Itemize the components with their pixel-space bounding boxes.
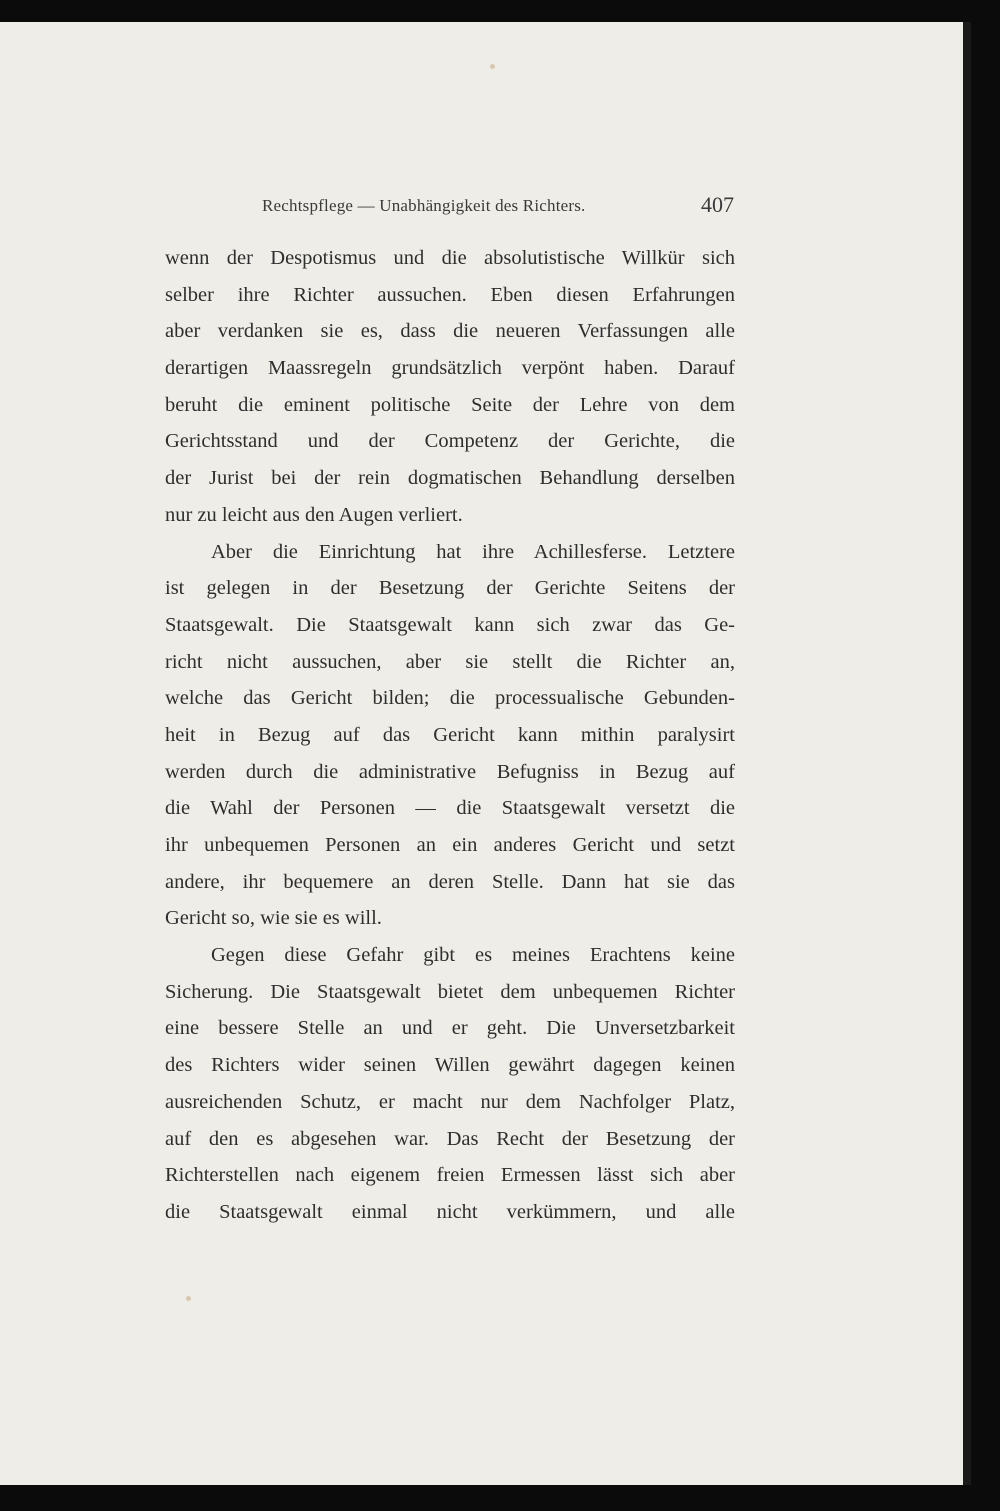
text-line: heit in Bezug auf das Gericht kann mithin paralysirt [165, 723, 735, 746]
text-line: derartigen Maassregeln grundsätzlich verpönt haben. Darauf [165, 357, 735, 380]
text-line: nur zu leicht aus den Augen verliert. [165, 503, 463, 526]
text-line: ihr unbequemen Personen an ein anderes Gericht und setzt [165, 834, 735, 856]
page-header [262, 192, 734, 222]
text-line: auf den es abgesehen war. Das Recht der Besetzung der [165, 1127, 735, 1150]
text-line: andere, ihr bequemere an deren Stelle. Dann hat sie das [165, 870, 735, 893]
text-line: ausreichenden Schutz, er macht nur dem Nachfolger Platz, [165, 1090, 735, 1113]
text-line: aber verdanken sie es, dass die neueren Verfassungen alle [165, 320, 735, 343]
text-line: Richterstellen nach eigenem freien Ermessen lässt sich aber [165, 1164, 735, 1187]
text-line: Gericht so, wie sie es will. [165, 907, 382, 930]
text-line: werden durch die administrative Befugniss in Bezug auf [165, 760, 735, 783]
text-line: Staatsgewalt. Die Staatsgewalt kann sich zwar das Ge- [165, 613, 735, 636]
page-edge-shadow [963, 22, 971, 1485]
text-line: des Richters wider seinen Willen gewährt dagegen keinen [165, 1054, 735, 1077]
text-line: selber ihre Richter aussuchen. Eben diesen Erfahrungen [165, 283, 735, 306]
paper-speck [186, 1296, 191, 1301]
text-line: richt nicht aussuchen, aber sie stellt die Richter an, [165, 650, 735, 673]
text-line: Gegen diese Gefahr gibt es meines Erachtens keine [211, 944, 735, 967]
page-number: 407 [701, 192, 734, 217]
text-line: die Staatsgewalt einmal nicht verkümmern, und alle [165, 1200, 735, 1223]
text-line: die Wahl der Personen — die Staatsgewalt versetzt die [165, 797, 735, 820]
running-head: Rechtspflege — Unabhängigkeit des Richters. [262, 196, 586, 215]
text-line: Sicherung. Die Staatsgewalt bietet dem unbequemen Richter [165, 980, 735, 1003]
paper-speck [490, 64, 495, 69]
text-line: der Jurist bei der rein dogmatischen Behandlung derselben [165, 467, 735, 490]
text-line: ist gelegen in der Besetzung der Gerichte Seitens der [165, 577, 735, 600]
text-line: Aber die Einrichtung hat ihre Achillesferse. Letztere [211, 540, 735, 563]
text-line: eine bessere Stelle an und er geht. Die Unversetzbarkeit [165, 1017, 735, 1040]
text-line: beruht die eminent politische Seite der Lehre von dem [165, 393, 735, 416]
body-text [165, 240, 735, 1231]
text-line: welche das Gericht bilden; die processualische Gebunden- [165, 687, 735, 710]
text-line: wenn der Despotismus und die absolutistische Willkür sich [165, 247, 735, 269]
text-line: Gerichtsstand und der Competenz der Gerichte, die [165, 430, 735, 453]
